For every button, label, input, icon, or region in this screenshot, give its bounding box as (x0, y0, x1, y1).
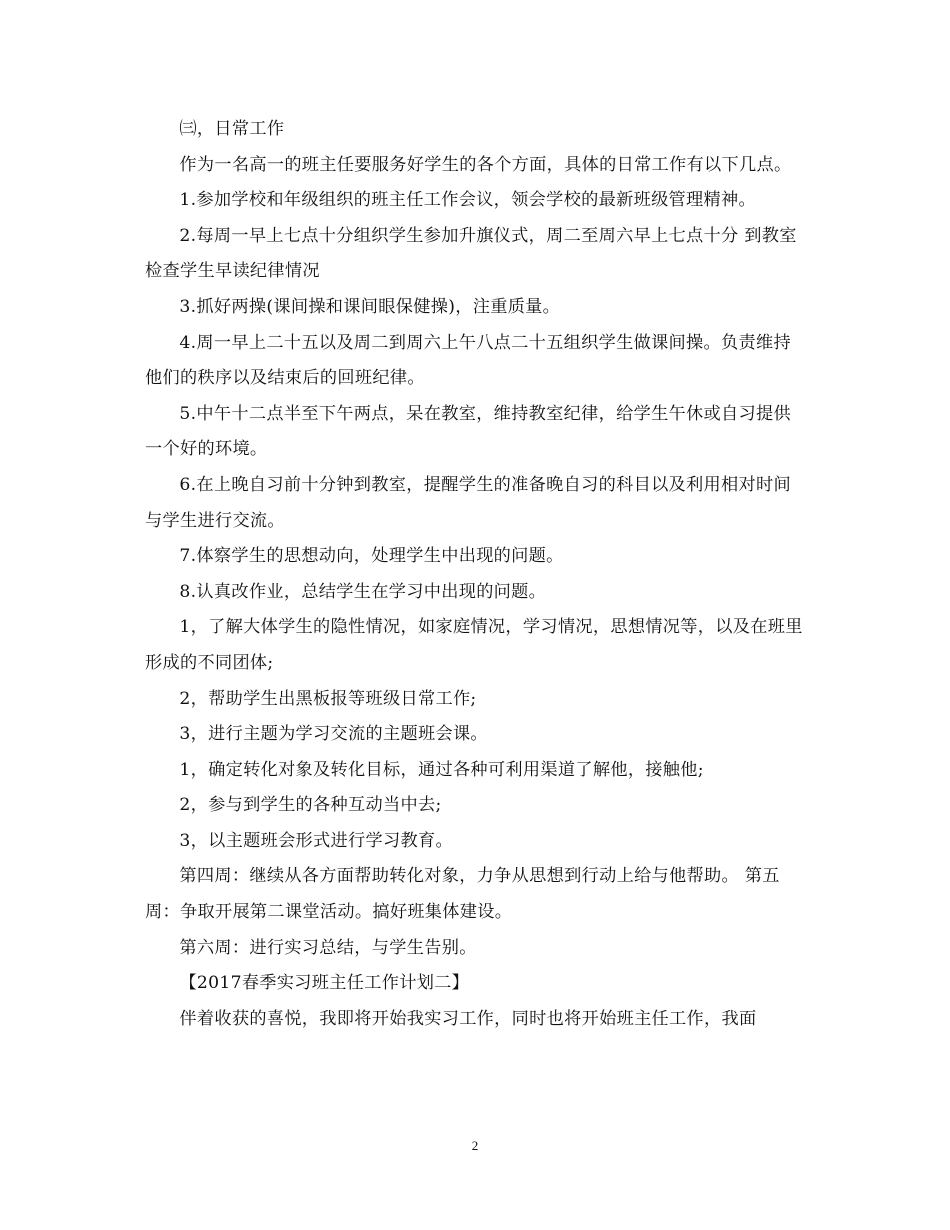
list-item: 5.中午十二点半至下午两点，呆在教室，维持教室纪律，给学生午休或自习提供一个好的环境。 (145, 403, 791, 460)
list-item: 2，参与到学生的各种互动当中去; (179, 795, 442, 816)
list-item: 2.每周一早上七点十分组织学生参加升旗仪式，周二至周六早上七点十分 到教室检查学生早读纪律情况 (145, 225, 797, 282)
paragraph: 第四周：继续从各方面帮助转化对象，力争从思想到行动上给与他帮助。 第五周：争取开展第二课堂活动。搞好班集体建设。 (145, 866, 780, 923)
page-number: 2 (471, 1138, 479, 1153)
paragraph: 作为一名高一的班主任要服务好学生的各个方面，具体的日常工作有以下几点。 (179, 154, 792, 175)
section-heading: 【2017春季实习班主任工作计划二】 (179, 973, 470, 994)
list-item: 4.周一早上二十五以及周二到周六上午八点二十五组织学生做课间操。负责维持他们的秩序以及结束后的回班纪律。 (145, 332, 791, 389)
list-item: 1.参加学校和年级组织的班主任工作会议，领会学校的最新班级管理精神。 (179, 190, 756, 211)
list-item: 1，了解大体学生的隐性情况，如家庭情况，学习情况，思想情况等，以及在班里形成的不同团体; (145, 617, 803, 673)
list-item: 3，进行主题为学习交流的主题班会课。 (179, 724, 488, 745)
paragraph: 第六周：进行实习总结，与学生告别。 (179, 937, 477, 958)
list-item: 8.认真改作业，总结学生在学习中出现的问题。 (179, 581, 547, 602)
list-item: 3.抓好两操(课间操和课间眼保健操)，注重质量。 (179, 296, 561, 317)
list-item: 7.体察学生的思想动向，处理学生中出现的问题。 (179, 546, 564, 567)
list-item: 2，帮助学生出黑板报等班级日常工作; (179, 688, 477, 709)
section-heading: ㈢，日常工作 (179, 119, 285, 139)
paragraph: 伴着收获的喜悦，我即将开始我实习工作，同时也将开始班主任工作，我面 (179, 1008, 757, 1029)
list-item: 6.在上晚自习前十分钟到教室，提醒学生的准备晚自习的科目以及利用相对时间与学生进行交流。 (145, 474, 791, 531)
document-body (145, 112, 805, 1037)
list-item: 1，确定转化对象及转化目标，通过各种可利用渠道了解他，接触他; (179, 759, 704, 780)
list-item: 3，以主题班会形式进行学习教育。 (179, 830, 453, 851)
